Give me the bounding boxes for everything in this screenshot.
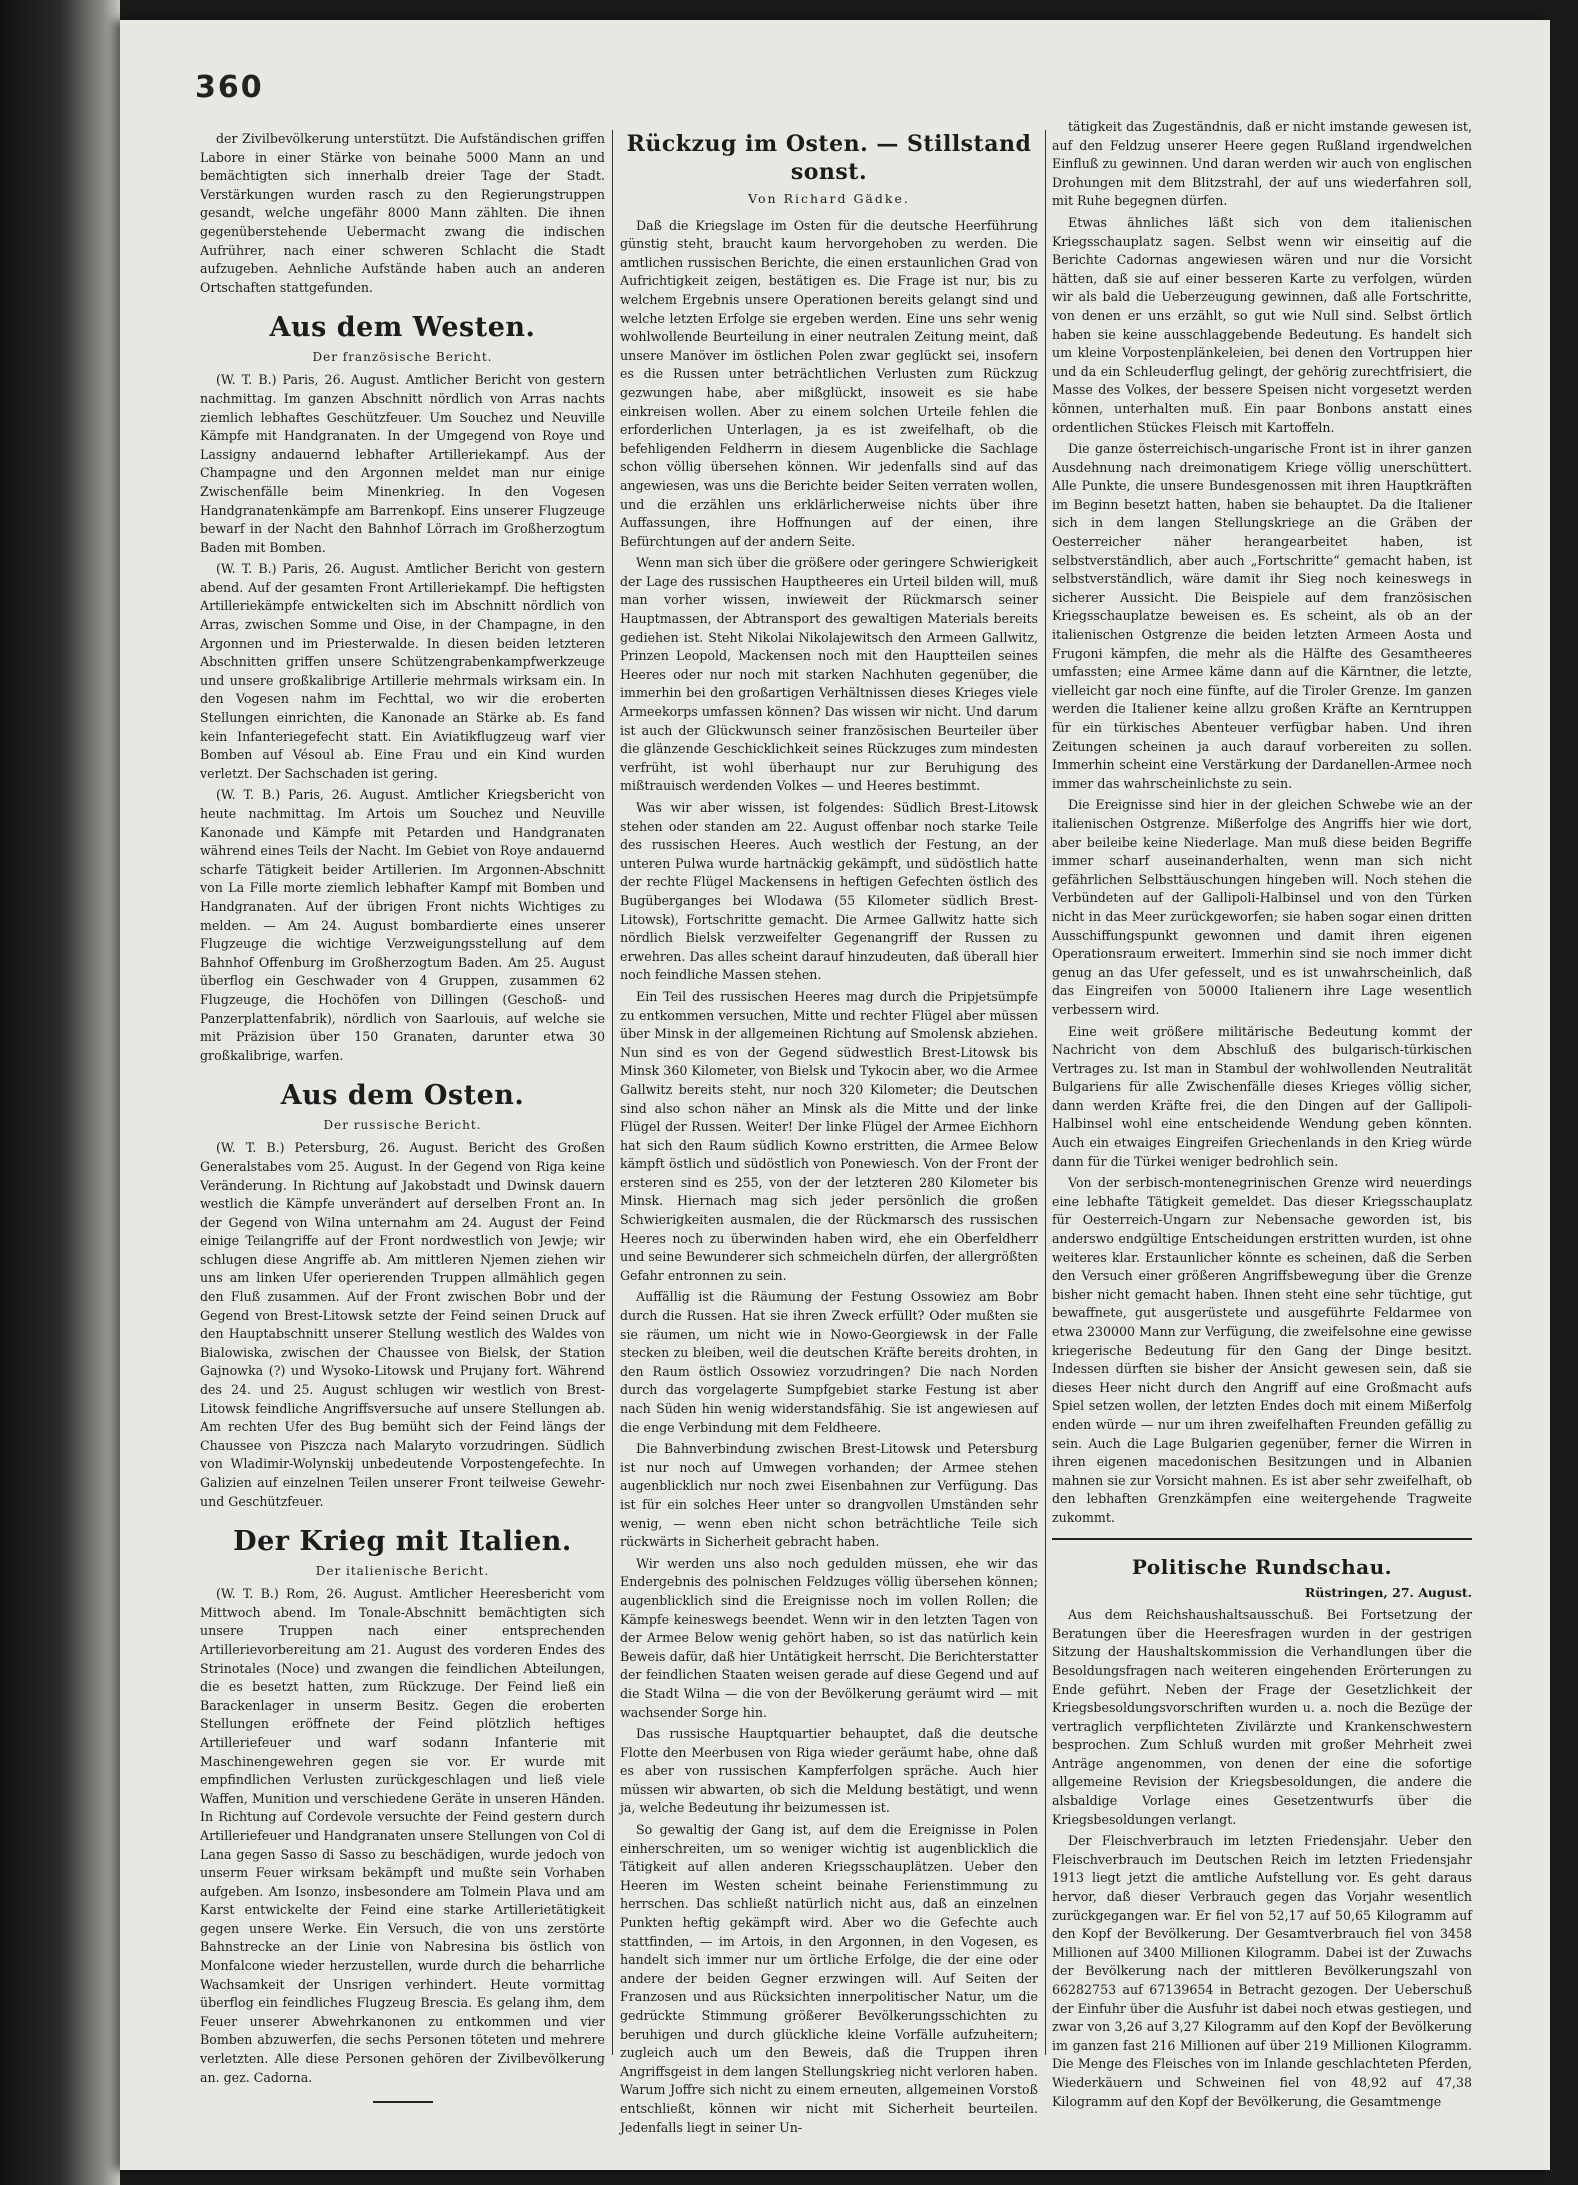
article-paragraph: Das russische Hauptquartier behauptet, daß die deutsche Flotte den Meerbusen von Riga wieder geräumt habe, ohne daß es aber von russischen Kampferfolgen spräche. Auch hier müssen wir abwarten, ob sich die Meldung bestätigt, und wenn ja, welche Bedeutung ihr beizumessen ist. [620, 1726, 1038, 1816]
article-paragraph: Der Fleischverbrauch im letzten Friedensjahr. Ueber den Fleischverbrauch im Deutschen Reich im letzten Friedensjahr 1913 liegt jetzt die amtliche Aufstellung vor. Es geht daraus hervor, daß dieser Verbrauch gegen das Vorjahr wesentlich zurückgegangen war. Er fiel von 52,17 auf 50,65 Kilogramm auf den Kopf der Bevölkerung. Der Gesamtverbrauch fiel von 3458 Millionen auf 3400 Millionen Kilogramm. Dabei ist der Zuwachs der Bevölkerung nach der mittleren Bevölkerungszahl von 66282753 auf 67139654 in Betracht gezogen. Der Ueberschuß der Einfuhr über die Ausfuhr ist dabei noch etwas gestiegen, und zwar von 3,26 auf 3,27 Kilogramm auf den Kopf der Bevölkerung im ganzen fast 216 Millionen auf über 219 Millionen Kilogramm. Die Menge des Fleisches von im Inlande geschlachteten Pferden, Wiederkäuern und Schweinen fiel von 48,92 auf 47,38 Kilogramm auf den Kopf der Bevölkerung, die Gesamtmenge [1052, 1833, 1472, 2109]
section-heading-rundschau: Politische Rundschau. [1131, 1554, 1393, 1579]
article-paragraph: (W. T. B.) Paris, 26. August. Amtlicher Kriegsbericht von heute nachmittag. Im Artois um Souchez und Neuville Kanonade und Kämpfe mit Petarden und Handgranaten während eines Teils der Nacht. Im Gebiet von Roye andauernd scharfe Tätigkeit beider Artillerien. Im Argonnen-Abschnitt von La Fille morte ziemlich lebhafter Kampf mit Bomben und Handgranaten. Auf der übrigen Front nichts Wichtiges zu melden. — Am 24. August bombardierte eines unserer Flugzeuge die wichtige Verzweigungsstellung auf dem Bahnhof Offenburg im Großherzogtum Baden. Am 25. August überflog ein Geschwader von 4 Gruppen, zusammen 62 Flugzeuge, die Hochöfen von Dillingen (Geschoß- und Panzerplattenfabrik), nördlich von Saarlouis, auf welche sie mit Präzision über 150 Granaten, darunter etwa 30 großkalibrige, warfen. [200, 787, 605, 1063]
article-paragraph: Die Bahnverbindung zwischen Brest-Litowsk und Petersburg ist nur noch auf Umwegen vorhanden; der Armee stehen augenblicklich nur noch zwei Eisenbahnen zur Verfügung. Das ist für ein solches Heer unter so drangvollen Umständen sehr wenig, — wenn eben nicht schon beträchtliche Teile sich rückwärts in Sicherheit gebracht haben. [620, 1441, 1038, 1550]
article-paragraph: Daß die Kriegslage im Osten für die deutsche Heerführung günstig steht, braucht kaum hervorgehoben zu werden. Die amtlichen russischen Berichte, die einen erstaunlichen Grad von Aufrichtigkeit zeigen, bestätigen es. Die Frage ist nur, bis zu welchem Ergebnis unsere Operationen bereits gelangt sind und welche letzten Erfolge sie ergeben werden. Eine uns sehr wenig wohlwollende Beurteilung in einer neutralen Zeitung meint, daß unsere Manöver im östlichen Polen zwar geglückt sei, insofern es die Russen unter beträchtlichen Verlusten zum Rückzug gezwungen habe, aber mißglückt, insoweit es sie habe einkreisen wollen. Aber zu einem solchen Urteile fehlen die erforderlichen Unterlagen, ja es ist zweifelhaft, ob die befehligenden Feldherrn in diesem Augenblicke die Sachlage schon völlig übersehen können. Wir jedenfalls sind auf das angewiesen, was uns die Berichte beider Seiten verraten wollen, und die erzählen uns erklärlicherweise nichts über ihre Auffassungen, ihre Hoffnungen auf der einen, ihre Befürchtungen auf der andern Seite. [620, 217, 1038, 549]
section-subheading-italy: Der italienische Bericht. [315, 1564, 490, 1579]
article-paragraph: Wenn man sich über die größere oder geringere Schwierigkeit der Lage des russischen Hauptheeres ein Urteil bilden will, muß man vorher wissen, inwieweit der Rückmarsch seiner Hauptmassen, der Abtransport des gewaltigen Materials bereits gediehen ist. Steht Nikolai Nikolajewitsch den Armeen Gallwitz, Prinzen Leopold, Mackensen noch mit den Hauptteilen seines Heeres oder nur noch mit starken Nachhuten gegenüber, die immerhin bei den großartigen Verhältnissen dieses Krieges viele Armeekorps umfassen können? Das wissen wir nicht. Und darum ist auch der Glückwunsch seiner französischen Beurteiler über die glänzende Geschicklichkeit seines Rückzuges zum mindesten verfrüht, ist wohl überhaupt nur zur Beruhigung des mißtrauisch werdenden Volkes — und Heeres bestimmt. [620, 555, 1038, 794]
article-paragraph: Eine weit größere militärische Bedeutung kommt der Nachricht von dem Abschluß des bulgarisch-türkischen Vertrages zu. Ist man in Stambul der wohlwollenden Neutralität Bulgariens für alle Zwischenfälle dieses Krieges völlig sicher, dann werden Kräfte frei, die den Dingen auf der Gallipoli-Halbinsel wohl eine entscheidende Wendung geben könnten. Auch ein etwaiges Eingreifen Griechenlands in den Krieg würde dann für die Türkei weniger bedrohlich sein. [1052, 1023, 1472, 1169]
column-right [1052, 118, 1472, 2109]
dateline: Rüstringen, 27. August. [1304, 1584, 1472, 1600]
article-paragraph: (W. T. B.) Petersburg, 26. August. Bericht des Großen Generalstabes vom 25. August. In der Gegend von Riga keine Veränderung. In Richtung auf Jakobstadt und Dwinsk dauern westlich die Kämpfe unverändert auf derselben Front an. In der Gegend von Wilna unternahm am 24. August der Feind einige Teilangriffe auf der Front nordwestlich von Jewje; wir schlugen diese Angriffe ab. Am mittleren Njemen ziehen wir uns am linken Ufer operierenden Truppen allmählich gegen den Fluß zusammen. Auf der Front zwischen Bobr und der Gegend von Brest-Litowsk setzte der Feind seinen Druck auf den Hauptabschnitt unserer Stellung westlich des Waldes von Bialowiska, zwischen der Chaussee von Bielsk, der Station Gajnowka (?) und Wysoko-Litowsk und Prujany fort. Während des 24. und 25. August schlugen wir westlich von Brest-Litowsk feindliche Angriffsversuche auf unsere Stellungen ab. Am rechten Ufer des Bug bemüht sich der Feind längs der Chaussee von Piszcza nach Malaryto vorzudringen. Südlich von Wladimir-Wolynskij unbedeutende Vorpostengefechte. In Galizien auf einzelnen Teilen unserer Front teilweise Gewehr- und Geschützfeuer. [200, 1140, 605, 1509]
article-byline: Von Richard Gädke. [748, 191, 910, 206]
article-paragraph: Auffällig ist die Räumung der Festung Ossowiez am Bobr durch die Russen. Hat sie ihren Zweck erfüllt? Oder mußten sie sie räumen, um nicht wie in Nowo-Georgiewsk in der Falle stecken zu bleiben, weil die deutschen Kräfte bereits drohten, in den Raum östlich Ossowiez vorzudringen? Die nach Norden durch das vorgelagerte Sumpfgebiet starke Festung ist aber nach Süden hin wenig widerstandsfähig. Sie ist angewiesen auf die enge Verbindung mit dem Feldheere. [620, 1289, 1038, 1435]
section-subheading-west: Der französische Bericht. [312, 350, 493, 365]
article-paragraph: (W. T. B.) Paris, 26. August. Amtlicher Bericht von gestern nachmittag. Im ganzen Abschnitt nördlich von Arras nachts ziemlich lebhaftes Geschützfeuer. Um Souchez und Neuville Kämpfe mit Handgranaten. In der Umgegend von Roye und Lassigny andauernd lebhafter Artilleriekampf. Aus der Champagne und den Argonnen meldet man nur einige Zwischenfälle beim Minenkrieg. In den Vogesen Handgranatenkämpfe am Barrenkopf. Eins unserer Flugzeuge bewarf in der Nacht den Bahnhof Lörrach im Großherzogtum Baden mit Bomben. [200, 372, 605, 555]
end-rule [373, 2101, 433, 2103]
section-heading-italy: Der Krieg mit Italien. [233, 1526, 572, 1558]
page-number: 360 [195, 70, 264, 105]
article-paragraph: So gewaltig der Gang ist, auf dem die Ereignisse in Polen einherschreiten, um so weniger wichtig ist augenblicklich die Tätigkeit auf allen anderen Kriegsschauplätzen. Ueber den Heeren im Westen scheint beinahe Ferienstimmung zu herrschen. Das schließt natürlich nicht aus, daß an einzelnen Punkten heftig gekämpft wird. Aber wo die Gefechte auch stattfinden, — im Artois, in den Argonnen, in den Vogesen, es handelt sich immer nur um örtliche Erfolge, die der eine oder andere der beiden Gegner erzwingen will. Auf Seiten der Franzosen und aus Rücksichten innerpolitischer Natur, um die gedrückte Stimmung größerer Bevölkerungsschichten zu beruhigen und durch glückliche kleine Vorfälle aufzuheitern; zugleich auch um den Beweis, daß die Truppen ihren Angriffsgeist in dem langen Stellungskrieg nicht verloren haben. Warum Joffre sich nicht zu einem erneuten, allgemeinen Vorstoß entschließt, können wir nicht mit Sicherheit beurteilen. Jedenfalls liegt in seiner Un- [620, 1822, 1038, 2135]
article-paragraph: Was wir aber wissen, ist folgendes: Südlich Brest-Litowsk stehen oder standen am 22. August offenbar noch starke Teile des russischen Heeres. Auch westlich der Festung, an der unteren Pulwa wurde hartnäckig gekämpft, und südöstlich hatte der rechte Flügel Mackensens in heftigen Gefechten östlich des Bugüberganges bei Wlodawa (55 Kilometer südlich Brest-Litowsk), Fortschritte gemacht. Die Armee Gallwitz hatte sich nördlich Bielsk verzweifelter Gegenangriff der Russen zu erwehren. Das alles scheint darauf hinzudeuten, daß überall hier noch feindliche Massen stehen. [620, 800, 1038, 983]
article-paragraph: Ein Teil des russischen Heeres mag durch die Pripjetsümpfe zu entkommen versuchen, Mitte und rechter Flügel aber müssen über Minsk in der allgemeinen Richtung auf Smolensk abziehen. Nun sind es von der Gegend südwestlich Brest-Litowsk bis Minsk 360 Kilometer, von Bielsk und Tykocin aber, wo die Armee Gallwitz bereits steht, nur noch 320 Kilometer; die Deutschen sind also schon näher an Minsk als die Mitte und der linke Flügel der Russen. Weiter! Der linke Flügel der Armee Eichhorn hat sich den Raum südlich Kowno erstritten, die Armee Below kämpft östlich und südöstlich von Ponewiesch. Von der Front der ersteren sind es 255, von der der letzteren 280 Kilometer bis Minsk. Hiernach mag sich jeder persönlich die großen Schwierigkeiten ausmalen, die der Rückmarsch des russischen Heeres noch zu überwinden haben wird, ehe ein Oberfeldherr und seine Bewunderer sich schmeicheln dürfen, der allergrößten Gefahr entronnen zu sein. [620, 988, 1038, 1283]
article-paragraph: Aus dem Reichshaushaltsausschuß. Bei Fortsetzung der Beratungen über die Heeresfragen wurden in der gestrigen Sitzung der Haushaltskommission die Verhandlungen über die Besoldungsfragen nach weiteren eingehenden Erörterungen zu Ende geführt. Neben der Frage der Gesetzlichkeit der Kriegsbesoldungsvorschriften wurden u. a. noch die Bezüge der vertraglich verpflichteten Zivilärzte und Krankenschwestern besprochen. Zum Schluß wurden mit großer Mehrheit zwei Anträge angenommen, von denen der eine die sofortige allgemeine Revision der Kriegsbesoldungen, die andere die alsbaldige Vorlage eines Gesetzentwurfs über die Kriegsbesoldungen verlangt. [1052, 1607, 1472, 1827]
column-middle [620, 130, 1038, 2135]
column-left [200, 130, 605, 2085]
article-paragraph: Die ganze österreichisch-ungarische Front ist in ihrer ganzen Ausdehnung nach dreimonatigem Kriege völlig unerschüttert. Alle Punkte, die unsere Bundesgenossen mit ihren Hauptkräften im Beginn besetzt hatten, haben sie behauptet. Da die Italiener sich in dem langen Stellungskriege an die Gräben der Oesterreicher näher herangearbeitet haben, ist selbstverständlich, aber auch „Fortschritte“ gemacht haben, ist selbstverständlich, wäre damit ihr Sieg noch keineswegs in sicherer Aussicht. Die Beispiele auf dem französischen Kriegsschauplatze beweisen es. Es scheint, als ob an der italienischen Ostgrenze die beiden letzten Armeen Aosta und Frugoni kämpfen, die mehr als die Hälfte des Gesamtheeres umfassten; eine Armee käme dann auf die Kärntner, die letzte, vielleicht gar noch eine fünfte, auf die Tiroler Grenze. Im ganzen werden die Italiener keine allzu großen Kräfte an Kerntruppen für ein türkisches Abenteuer verfügbar haben. Und ihren Zeitungen scheinen ja auch darauf vorbereiten zu sollen. Immerhin scheint eine Verstärkung der Dardanellen-Armee noch immer das wahrscheinlichste zu sein. [1052, 441, 1472, 791]
section-heading-west: Aus dem Westen. [269, 312, 536, 344]
article-paragraph: Die Ereignisse sind hier in der gleichen Schwebe wie an der italienischen Ostgrenze. Mißerfolge des Angriffs hier wie dort, aber beileibe keine Niederlage. Man muß diese beiden Begriffe immer scharf auseinanderhalten, wenn man sich nicht gefährlichen Selbsttäuschungen hingeben will. Noch stehen die Verbündeten auf der Gallipoli-Halbinsel und von den Türken nicht in das Meer zurückgeworfen; sie haben sogar einen dritten Ausschiffungspunkt gewonnen und damit ihren eigenen Operationsraum erweitert. Immerhin sind sie noch immer dicht genug an das Ufer gefesselt, und es ist unwahrscheinlich, daß das Eingreifen von 50000 Italienern ihre Lage wesentlich verbessern wird. [1052, 797, 1472, 1017]
book-binding-gutter [0, 0, 120, 2185]
intro-paragraph: der Zivilbevölkerung unterstützt. Die Aufständischen griffen Labore in einer Stärke von beinahe 5000 Mann an und bemächtigten sich innerhalb dreier Tage der Stadt. Verstärkungen wurden rasch zu den Regierungstruppen gesandt, welche ungefähr 8000 Mann zählten. Die ihnen gegenüberstehende Uebermacht zwang die indischen Aufrührer, nach einer schweren Schlacht die Stadt aufzugeben. Aehnliche Aufstände haben auch an anderen Ortschaften stattgefunden. [200, 131, 605, 295]
article-headline: Rückzug im Osten. — Stillstand sonst. [626, 131, 1032, 185]
article-paragraph: Von der serbisch-montenegrinischen Grenze wird neuerdings eine lebhafte Tätigkeit gemeldet. Das dieser Kriegsschauplatz für Oesterreich-Ungarn zur Nebensache geworden ist, bis anderswo endgültige Entscheidungen erstritten wurden, ist ohne weiteres klar. Erstaunlicher könnte es scheinen, daß die Serben den Versuch einer größeren Angriffsbewegung über die Grenze bisher nicht gemacht haben. Ihnen steht eine sehr tüchtige, gut bewaffnete, gut ausgerüstete und ausgeführte Feldarmee von etwa 230000 Mann zur Verfügung, die zweifelsohne eine gewisse kriegerische Bedeutung für den Gang der Dinge besitzt. Indessen dürften sie bisher der Ansicht gewesen sein, daß sie dieses Heer nicht durch den Angriff auf eine Großmacht aufs Spiel setzen wollen, der letzten Endes doch mit einem Mißerfolg enden würde — nur um ihren zweifelhaften Freunden gefällig zu sein. Auch die Lage Bulgarien gegenüber, ferner die Wirren in ihren eigenen macedonischen Besitzungen und in Albanien mahnen sie zur Vorsicht mahnen. Es ist aber sehr zweifelhaft, ob den lebhaften Grenzkämpfen eine weitergehende Tragweite zukommt. [1052, 1175, 1472, 1525]
section-heading-east: Aus dem Osten. [280, 1080, 525, 1112]
column-rule-2 [1045, 130, 1046, 2055]
article-paragraph: tätigkeit das Zugeständnis, daß er nicht imstande gewesen ist, auf den Feldzug unserer Heere gegen Rußland irgendwelchen Einfluß zu gewinnen. Und daran werden wir auch von englischen Drohungen mit dem Blitzstrahl, der auf uns wiederfahren soll, mit Ruhe begegnen dürfen. [1052, 119, 1472, 209]
article-paragraph: (W. T. B.) Rom, 26. August. Amtlicher Heeresbericht vom Mittwoch abend. Im Tonale-Abschnitt bemächtigten sich unsere Truppen nach einer entsprechenden Artillerievorbereitung am 21. August des vorderen Endes des Strinotales (Noce) und zwangen die feindlichen Abteilungen, die es besetzt hatten, zum Rückzuge. Der Feind ließ ein Barackenlager in unserm Besitz. Gegen die eroberten Stellungen eröffnete der Feind plötzlich heftiges Artilleriefeuer und warf sodann Infanterie mit Maschinengewehren gegen sie vor. Er wurde mit empfindlichen Verlusten zurückgeschlagen und ließ viele Waffen, Munition und verschiedene Geräte in unseren Händen. In Richtung auf Cordevole versuchte der Feind gestern durch Artilleriefeuer und Handgranaten unsere Stellungen von Col di Lana gegen Sasso di Sasso zu beschädigen, wurde jedoch von unserm Feuer wirksam bekämpft und mußte sein Vorhaben aufgeben. Am Isonzo, insbesondere am Tolmein Plava und am Karst entwickelte der Feind eine starke Artillerietätigkeit gegen unsere Werke. Ein Versuch, die von uns zerstörte Bahnstrecke an der Linie von Nabresina bis östlich von Monfalcone wieder herzustellen, wurde durch die beharrliche Wachsamkeit der Unsrigen verhindert. Heute vormittag überflog ein feindliches Flugzeug Brescia. Es gelang ihm, dem Feuer unserer Abwehrkanonen zu entkommen und vier Bomben abzuwerfen, die sechs Personen töteten und mehrere verletzten. Alle diese Personen gehören der Zivilbevölkerung an. gez. Cadorna. [200, 1586, 605, 2085]
column-rule-1 [612, 130, 613, 2055]
article-paragraph: Wir werden uns also noch gedulden müssen, ehe wir das Endergebnis des polnischen Feldzuges völlig übersehen können; augenblicklich sind die Ereignisse noch im vollen Rollen; die Kämpfe keineswegs beendet. Wenn wir in den letzten Tagen von der Armee Below wenig gehört haben, so ist das natürlich kein Beweis dafür, daß hier Untätigkeit herrscht. Die Berichterstatter der feindlichen Staaten weisen gerade auf diese Gegend und auf die Stadt Wilna — die von der Bevölkerung geräumt wird — mit wachsender Sorge hin. [620, 1555, 1038, 1720]
section-separator [1052, 1538, 1472, 1540]
section-subheading-east: Der russische Bericht. [323, 1118, 482, 1133]
article-paragraph: Etwas ähnliches läßt sich von dem italienischen Kriegsschauplatz sagen. Selbst wenn wir einseitig auf die Berichte Cadornas angewiesen wären und nur die Vorsicht hätten, daß sie auf einer besseren Karte zu verfolgen, würden wir als bald die Ueberzeugung gewinnen, daß alle Fortschritte, von denen er uns erzählt, so gut wie Null sind. Selbst örtlich haben sie keine ausschlaggebende Bedeutung. Es handelt sich um kleine Vorpostenplänkeleien, bei denen den Vortruppen hier und da ein Schleuderflug gelingt, der gehörig zurechtfrisiert, die Masse des Volkes, der bessere Speisen nicht vorgesetzt werden können, unterhalten muß. Ein paar Bonbons anstatt eines ordentlichen Stückes Fleisch mit Kartoffeln. [1052, 214, 1472, 435]
article-paragraph: (W. T. B.) Paris, 26. August. Amtlicher Bericht von gestern abend. Auf der gesamten Front Artilleriekampf. Die heftigsten Artilleriekämpfe entwickelten sich im Abschnitt nördlich von Arras, zwischen Somme und Oise, in der Champagne, in den Argonnen und im Priesterwalde. In diesen beiden letzteren Abschnitten griffen unsere Schützengrabenkampfwerkzeuge und unsere großkalibrige Artillerie mehrmals wirksam ein. In den Vogesen nahm im Fechttal, wo wir die eroberten Stellungen einrichten, die Kanonade an Stärke ab. Es fand kein Infanteriegefecht statt. Ein Aviatikflugzeug warf vier Bomben auf Vésoul ab. Eine Frau und ein Kind wurden verletzt. Der Sachschaden ist gering. [200, 561, 605, 781]
